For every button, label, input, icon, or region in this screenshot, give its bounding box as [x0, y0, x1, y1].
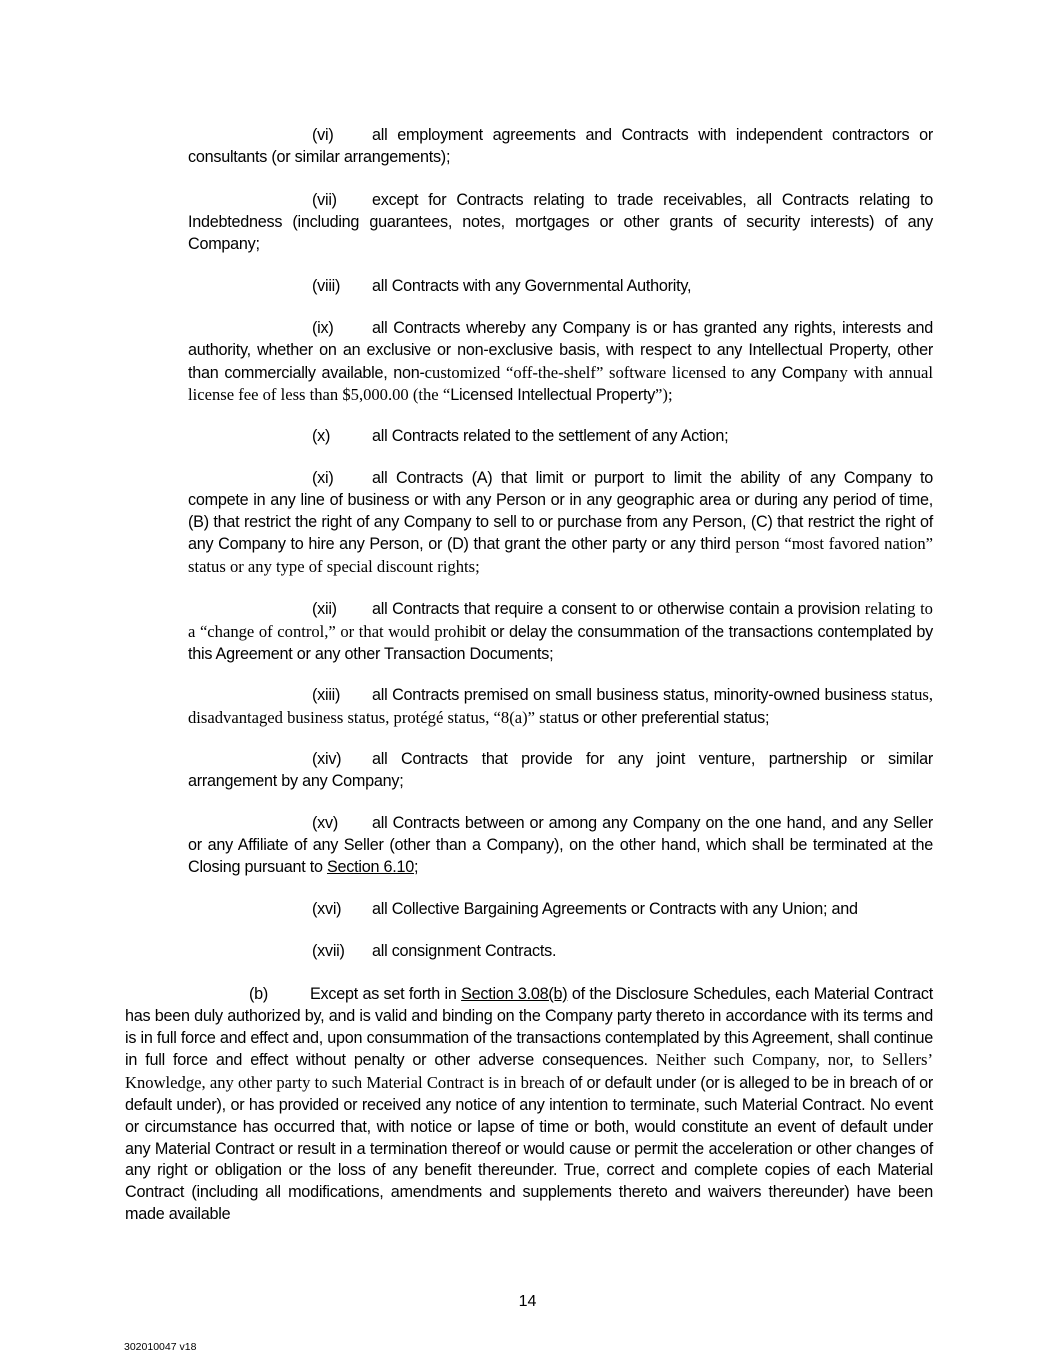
- clause-text: all employment agreements and Contracts with independent contractors or consultants (or similar arrangements);: [188, 126, 933, 166]
- section-text: of or default under (or is alleged to be in breach of or default under), or has provided or received any notice of any intention to terminate, such Material Contract. No event or circumstance has occurred that, with notice or lapse of time or both, would constitute an event of default under any Material Contract or result in a termination thereof or would cause or permit the acceleration or other changes of any right or obligation or the loss of any benefit thereunder. True, correct and complete copies of each Material Contract (including all modifications, amendments and supplements thereto and waivers thereunder) have been made available: [125, 1074, 933, 1223]
- clause-number: (vi): [312, 126, 334, 144]
- clause-text: except for Contracts relating to trade receivables, all Contracts relating to Indebtedness (including guarantees, notes, mortgages or other grants of security interests) of any Company;: [188, 191, 933, 253]
- page-number: 14: [518, 1293, 537, 1310]
- clause-text: all Contracts with any Governmental Authority,: [372, 277, 692, 295]
- clause-number: (xii): [312, 600, 337, 618]
- clause-vii: [188, 190, 933, 255]
- clause-number: (vii): [312, 191, 337, 209]
- clause-text: all Contracts between or among any Company on the one hand, and any Seller or any Affiliate of any Seller (other than a Company), on the other hand, which shall be terminated at the Closing pursuant to: [188, 814, 933, 876]
- clause-number: (xi): [312, 469, 334, 487]
- clause-text-serif: customized “off-the-shelf” software licensed to: [424, 362, 751, 382]
- clause-text-serif: relating to a “change of control,” or that would prohi: [188, 599, 933, 641]
- defined-term: Licensed Intellectual Property: [450, 386, 656, 405]
- clause-text: all Contracts (A) that limit or purport to limit the ability of any Company to compete in any line of business or with any Person or in any geographic area or during any period of time, (B) that restrict the right of any Company to sell to or purchase from any Person, (C) that restrict the right of any Company to hire any Person, or (D) that grant the other party or any third: [188, 469, 933, 554]
- clause-text-serif: status, disadvantaged business status, protégé status, “8(a)” stat: [188, 685, 933, 727]
- section-text-serif: Neither such Company, nor, to Sellers’ Knowledge, any other party to such Material Contract is in breach: [125, 1050, 933, 1093]
- clause-xii: [188, 598, 933, 665]
- clause-text: all Contracts that provide for any joint venture, partnership or similar arrangement by any Company;: [188, 750, 933, 790]
- section-number: (b): [249, 985, 269, 1003]
- document-id: 302010047 v18: [124, 1341, 197, 1353]
- section-3-08-b-link[interactable]: Section 3.08(b): [461, 985, 568, 1003]
- clause-number: (xvii): [312, 942, 345, 960]
- clause-number: (viii): [312, 277, 341, 295]
- clause-vi: [188, 125, 933, 169]
- clause-number: (xiv): [312, 750, 342, 768]
- clause-text-serif: person “most favored nation” status or any type of special discount rights;: [188, 534, 933, 577]
- clause-text-serif: any with annual license fee of less than $5,000.00 (the “: [188, 362, 933, 405]
- clause-text: us or other preferential status;: [562, 708, 770, 727]
- clause-text: all Contracts related to the settlement of any Action;: [372, 427, 729, 445]
- clause-text: all Contracts whereby any Company is or has granted any rights, interests and authority, whether on an exclusive or non-exclusive basis, with respect to any Intellectual Property, other than commercially available, non-: [188, 319, 933, 382]
- section-text: Except as set forth in: [310, 985, 462, 1003]
- clause-viii: [188, 276, 933, 298]
- clause-xiv: [188, 749, 933, 793]
- clause-text-serif: ”);: [655, 385, 673, 405]
- clause-ix: [188, 318, 933, 407]
- clause-text: all Contracts that require a consent to or otherwise contain a provision: [372, 600, 865, 618]
- clause-text: any Comp: [750, 363, 824, 382]
- clause-text: all Contracts premised on small business status, minority-owned business: [372, 686, 892, 704]
- clause-text: all Collective Bargaining Agreements or Contracts with any Union; and: [372, 900, 858, 918]
- clause-number: (x): [312, 427, 331, 445]
- clause-xvi: [188, 899, 933, 921]
- clause-number: (ix): [312, 319, 334, 337]
- clause-number: (xiii): [312, 686, 341, 704]
- clause-xv: [188, 813, 933, 878]
- clause-xi: [188, 468, 933, 579]
- section-b: [125, 984, 933, 1226]
- section-6-10-link[interactable]: Section 6.10: [326, 857, 414, 876]
- clause-xiii: [188, 684, 933, 730]
- clause-text: ;: [413, 857, 419, 876]
- clause-text: all consignment Contracts.: [372, 942, 557, 960]
- clause-text: bit or delay the consummation of the transactions contemplated by this Agreement or any other Transaction Documents;: [188, 622, 934, 663]
- section-text: of the Disclosure Schedules, each Material Contract has been duly authorized by, and is valid and binding on the Company party thereto in accordance with its terms and is in full force and effect and, upon consummation of the transactions contemplated by this Agreement, shall continue in full force and effect without penalty or other adverse consequences.: [125, 985, 934, 1070]
- clause-number: (xv): [312, 814, 338, 832]
- clause-xvii: [188, 941, 933, 963]
- clause-x: [188, 426, 933, 448]
- clause-number: (xvi): [312, 900, 342, 918]
